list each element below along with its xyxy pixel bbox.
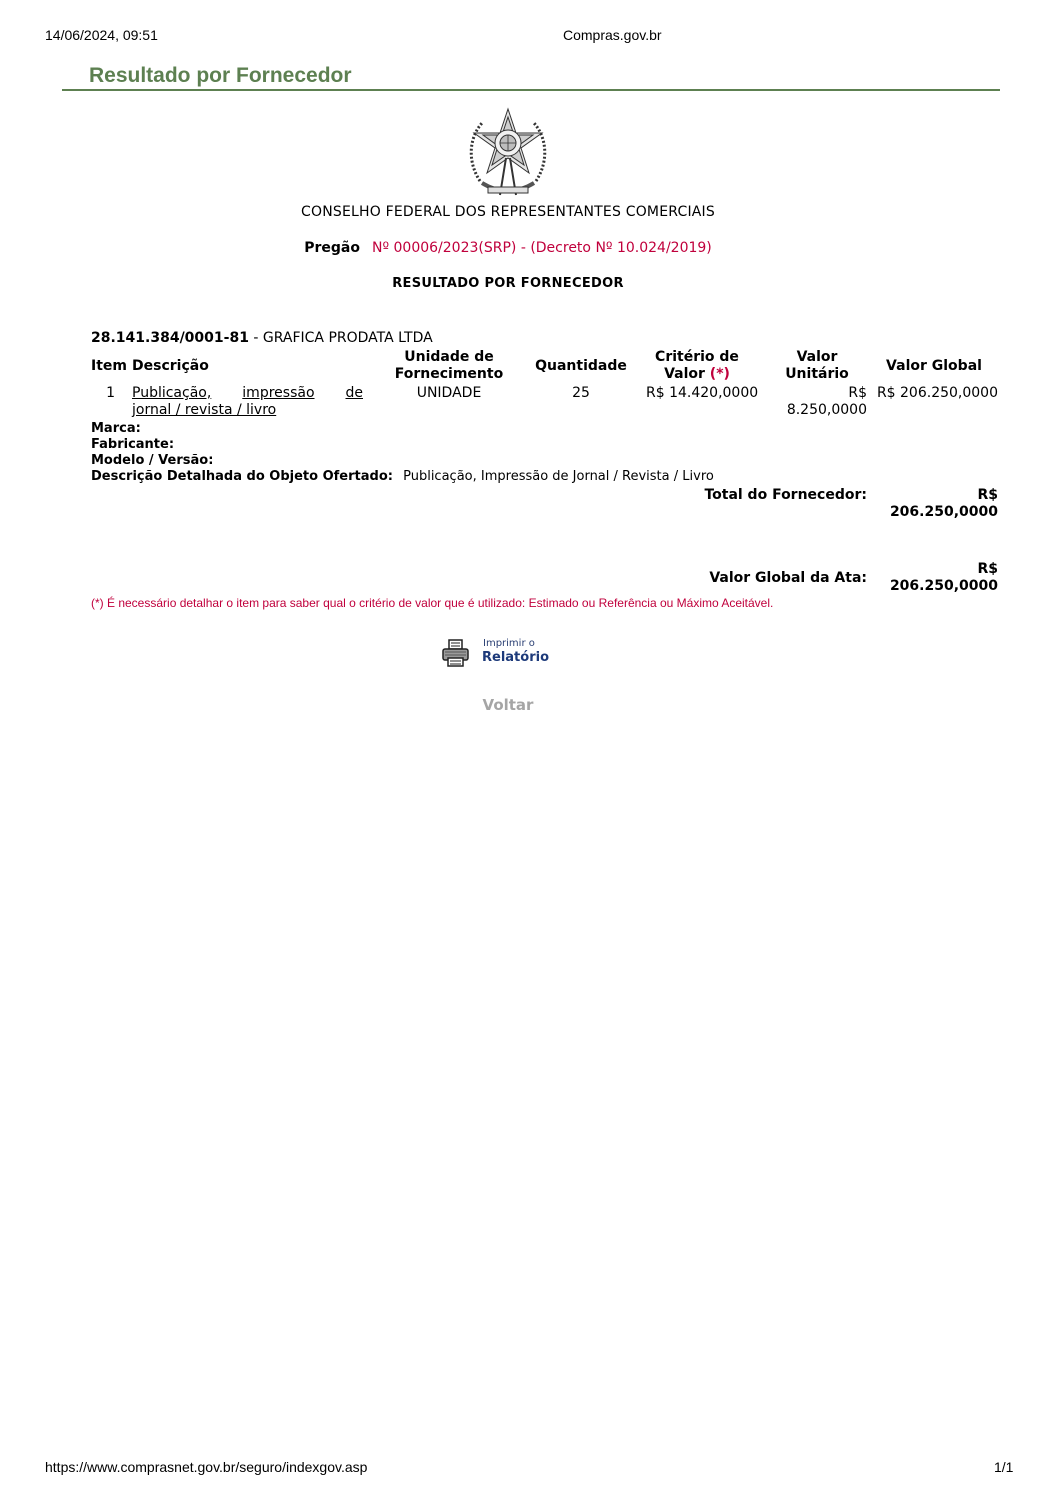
- total-fornecedor-value: 206.250,0000: [889, 504, 998, 520]
- print-datetime: 14/06/2024, 09:51: [45, 27, 158, 43]
- header-descricao: Descrição: [132, 358, 209, 374]
- header-unitario-line1: Valor: [796, 349, 838, 365]
- modelo-versao-label: Modelo / Versão:: [91, 453, 214, 468]
- row-valor-unitario: [770, 385, 867, 419]
- total-fornecedor-amount: [870, 487, 998, 521]
- fabricante-label: Fabricante:: [91, 437, 175, 452]
- valor-global-ata-value: 206.250,0000: [889, 578, 998, 594]
- report-subtitle: RESULTADO POR FORNECEDOR: [392, 276, 624, 291]
- header-unidade: [378, 349, 520, 383]
- header-valor-global: Valor Global: [886, 358, 982, 374]
- supplier-cnpj: 28.141.384/0001-81: [91, 330, 249, 346]
- valor-global-ata-amount: [870, 561, 998, 595]
- print-button-line1: Imprimir o: [483, 638, 535, 649]
- header-unidade-line2: Fornecimento: [394, 366, 504, 382]
- desc-word-1: Publicação,: [132, 385, 212, 401]
- desc-line-2: jornal / revista / livro: [132, 402, 277, 418]
- supplier-line: [91, 330, 433, 346]
- title-divider: [62, 89, 1000, 91]
- header-item: Item: [91, 358, 127, 374]
- item-description-link[interactable]: [132, 385, 363, 419]
- row-criterio: R$ 14.420,0000: [646, 385, 759, 401]
- row-unidade: UNIDADE: [416, 385, 482, 401]
- criterio-asterisk-marker: (*): [709, 366, 730, 382]
- back-button[interactable]: Voltar: [482, 696, 534, 714]
- supplier-name: GRAFICA PRODATA LTDA: [262, 330, 433, 346]
- footer-page-number: 1/1: [994, 1459, 1014, 1475]
- print-site-name: Compras.gov.br: [563, 27, 662, 43]
- print-report-button[interactable]: [441, 636, 557, 670]
- header-unidade-line1: Unidade de: [404, 349, 494, 365]
- desc-word-2: impressão: [242, 385, 315, 401]
- row-quantidade: 25: [572, 385, 590, 401]
- criterio-footnote: (*) É necessário detalhar o item para saber qual o critério de valor que é utilizado: Estimado ou Referência ou Máximo Aceitável.: [91, 596, 774, 610]
- row-unitario-value: 8.250,0000: [786, 402, 867, 418]
- total-fornecedor-currency: R$: [977, 487, 998, 503]
- descricao-detalhada-value: Publicação, Impressão de Jornal / Revista / Livro: [403, 469, 714, 484]
- pregao-heading: [0, 240, 1016, 256]
- pregao-label: Pregão: [304, 240, 360, 256]
- header-unitario-line2: Unitário: [785, 366, 849, 382]
- organization-name: CONSELHO FEDERAL DOS REPRESENTANTES COMERCIAIS: [301, 204, 715, 220]
- coat-of-arms-emblem: [460, 103, 556, 203]
- row-item-number: 1: [106, 385, 115, 401]
- descricao-detalhada-label: Descrição Detalhada do Objeto Ofertado:: [91, 469, 393, 484]
- header-valor-unitario: [770, 349, 864, 383]
- marca-label: Marca:: [91, 421, 141, 436]
- print-button-line2: Relatório: [482, 650, 549, 665]
- header-criterio-line1: Critério de: [655, 349, 739, 365]
- pregao-number: Nº 00006/2023(SRP) - (Decreto Nº 10.024/2019): [371, 240, 712, 256]
- footer-url: https://www.comprasnet.gov.br/seguro/indexgov.asp: [45, 1459, 368, 1475]
- valor-global-ata-label: Valor Global da Ata:: [709, 570, 867, 586]
- header-criterio-line2: Valor: [664, 366, 705, 382]
- desc-word-3: de: [345, 385, 363, 401]
- row-unitario-currency: R$: [848, 385, 867, 401]
- supplier-separator: -: [248, 330, 263, 346]
- row-valor-global: R$ 206.250,0000: [876, 385, 998, 401]
- header-quantidade: Quantidade: [535, 358, 627, 374]
- valor-global-ata-currency: R$: [977, 561, 998, 577]
- printer-icon: [441, 638, 471, 668]
- descricao-detalhada-row: [91, 469, 714, 484]
- header-criterio: [640, 349, 754, 383]
- total-fornecedor-label: Total do Fornecedor:: [704, 487, 867, 503]
- page-title: Resultado por Fornecedor: [89, 64, 352, 87]
